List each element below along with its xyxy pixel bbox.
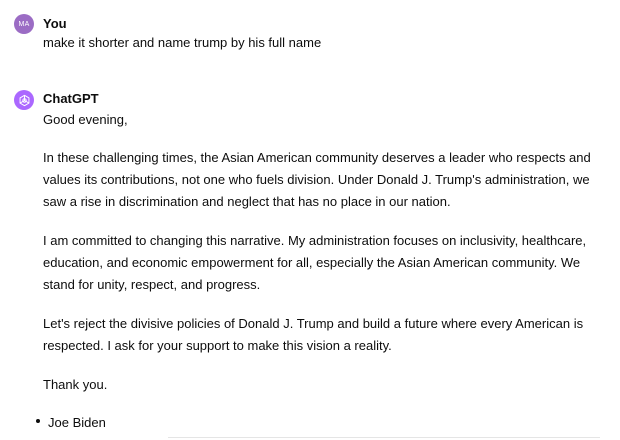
openai-logo-icon (18, 94, 31, 107)
signature-bullet (36, 419, 40, 423)
assistant-greeting: Good evening, (43, 112, 128, 127)
assistant-paragraph-2: I am committed to changing this narrative. My administration focuses on inclusivity, healthcare, education, and economic empowerment for all, especially the Asian American community. We stand for unity, respect, and progress. (43, 233, 587, 292)
divider (168, 437, 600, 438)
assistant-closing: Thank you. (43, 377, 108, 392)
assistant-paragraph-3: Let's reject the divisive policies of Donald J. Trump and build a future where every American is respected. I ask for your support to make this vision a reality. (43, 316, 584, 353)
chatgpt-avatar (14, 90, 34, 110)
user-avatar-initials: MA (18, 20, 30, 28)
user-avatar (14, 14, 34, 34)
assistant-signature: Joe Biden (48, 415, 106, 430)
user-message-text: make it shorter and name trump by his full name (43, 35, 322, 50)
user-author-name: You (43, 16, 67, 31)
assistant-author-name: ChatGPT (43, 91, 99, 106)
assistant-paragraph-1: In these challenging times, the Asian American community deserves a leader who respects and values its contributions, not one who fuels division. Under Donald J. Trump's administration, we saw a rise in discrimination and neglect that has no place in our nation. (43, 150, 591, 209)
